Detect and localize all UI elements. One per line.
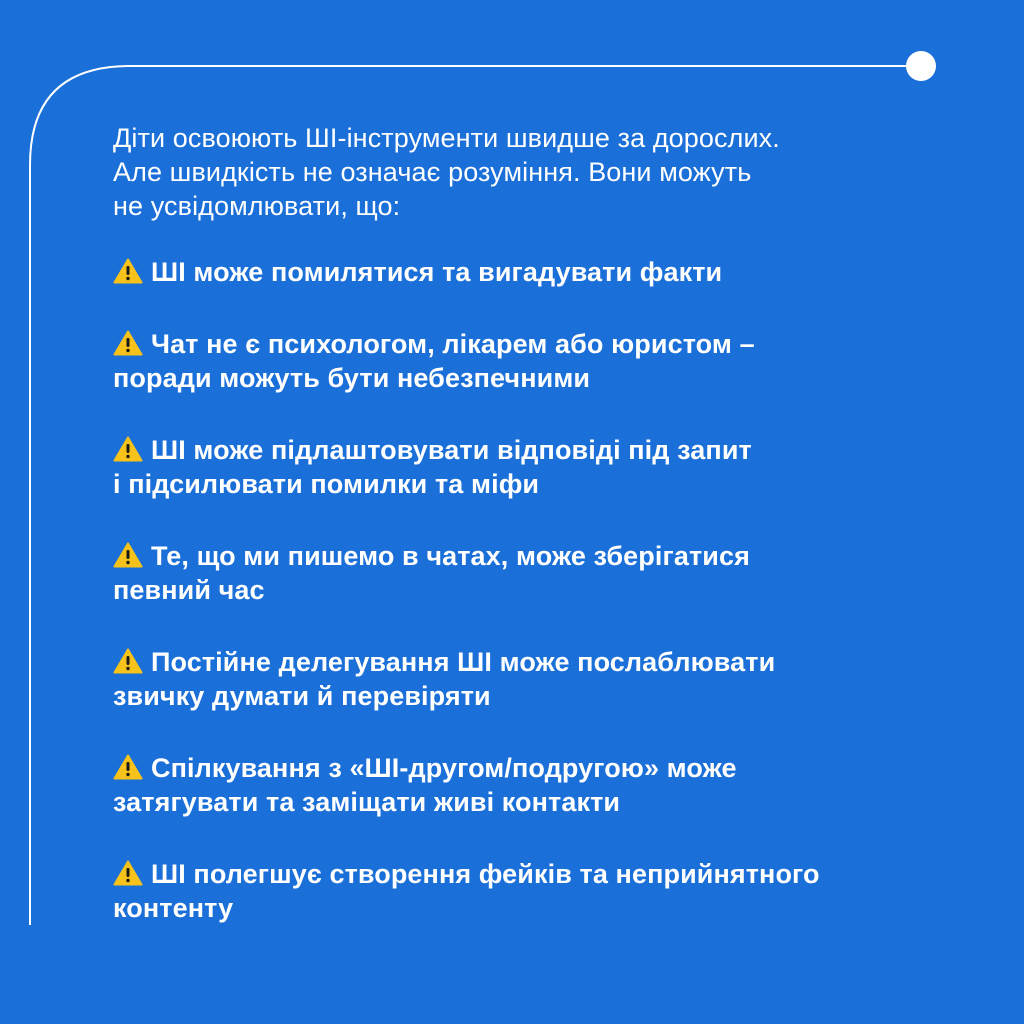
- warning-item-text: звичку думати й перевіряти: [113, 681, 491, 711]
- main-content: [113, 121, 973, 963]
- frame-end-dot: [906, 51, 936, 81]
- warning-icon: [113, 542, 143, 568]
- warning-list: [113, 255, 973, 925]
- warning-item-text: затягувати та заміщати живі контакти: [113, 787, 621, 817]
- warning-item-text: поради можуть бути небезпечними: [113, 363, 591, 393]
- warning-item-text: Спілкування з «ШІ-другом/подругою» може: [151, 753, 737, 783]
- warning-item: [113, 857, 973, 925]
- warning-item: [113, 751, 973, 819]
- warning-item: [113, 645, 973, 713]
- intro-text: [113, 121, 973, 223]
- warning-item-text: ШІ полегшує створення фейків та неприйнятного: [151, 859, 820, 889]
- warning-item-text: Те, що ми пишемо в чатах, може зберігатися: [151, 541, 750, 571]
- warning-icon: [113, 258, 143, 284]
- warning-icon: [113, 754, 143, 780]
- warning-item-text: Постійне делегування ШІ може послаблювати: [151, 647, 776, 677]
- warning-icon: [113, 330, 143, 356]
- warning-item-text: контенту: [113, 893, 234, 923]
- intro-line: не усвідомлювати, що:: [113, 191, 401, 221]
- warning-item-text: певний час: [113, 575, 265, 605]
- warning-item: [113, 327, 973, 395]
- warning-item-text: ШІ може помилятися та вигадувати факти: [151, 257, 723, 287]
- warning-icon: [113, 436, 143, 462]
- intro-line: Але швидкість не означає розуміння. Вони можуть: [113, 157, 752, 187]
- warning-item: [113, 433, 973, 501]
- warning-item-text: Чат не є психологом, лікарем або юристом –: [151, 329, 755, 359]
- warning-icon: [113, 648, 143, 674]
- intro-line: Діти освоюють ШІ-інструменти швидше за дорослих.: [113, 123, 780, 153]
- warning-item: [113, 255, 973, 289]
- warning-icon: [113, 860, 143, 886]
- warning-item-text: і підсилювати помилки та міфи: [113, 469, 540, 499]
- warning-item: [113, 539, 973, 607]
- warning-item-text: ШІ може підлаштовувати відповіді під запит: [151, 435, 752, 465]
